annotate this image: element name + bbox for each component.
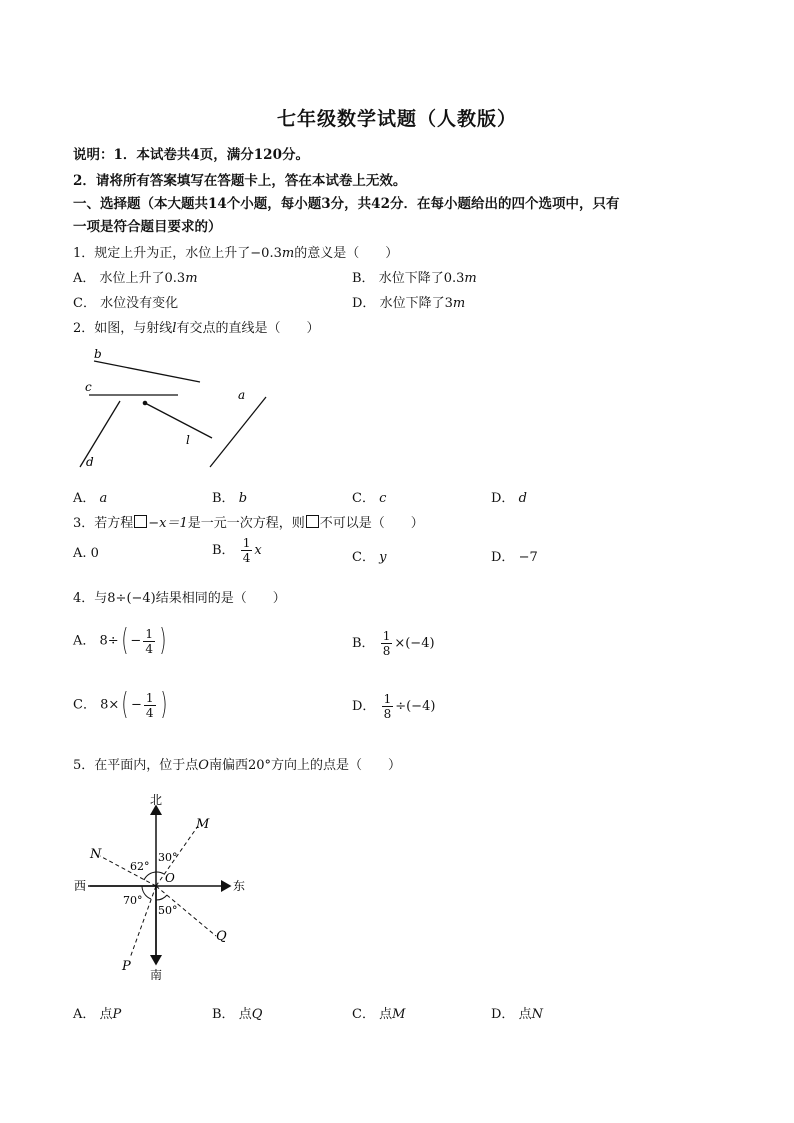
angle-label-M: 30°: [158, 851, 178, 864]
label-d: d: [86, 455, 94, 469]
q4-option-d: D． $\frac{1}{8}$ ÷(−4): [352, 692, 436, 721]
note-1: 说明：1．本试卷共4页，满分120分。: [73, 147, 309, 163]
blank-box-icon: [134, 515, 147, 528]
q4-option-a: A． 8÷( − $\frac{1}{4}$ ): [73, 623, 167, 658]
q2-option-b: B． b: [212, 491, 248, 506]
south-label: 南: [150, 968, 163, 982]
angle-label-P: 70°: [123, 894, 143, 907]
angle-label-Q: 50°: [158, 904, 178, 917]
section-heading-line-1: 一、选择题（本大题共14个小题，每小题3分，共42分．在每小题给出的四个选项中，只有: [73, 196, 620, 212]
west-label: 西: [74, 879, 87, 893]
line-b: [94, 361, 200, 382]
blank-box-icon: [306, 515, 319, 528]
q5-stem: 5．在平面内，位于点O南偏西20°方向上的点是（ ）: [73, 758, 401, 773]
label-Q: Q: [216, 929, 227, 944]
note-2: 2．请将所有答案填写在答题卡上，答在本试卷上无效。: [73, 173, 407, 189]
q4-option-b: B． $\frac{1}{8}$ ×(−4): [352, 629, 435, 658]
label-l: l: [186, 433, 190, 447]
q1-stem: 1．规定上升为正，水位上升了−0.3m的意义是（ ）: [73, 246, 399, 261]
q5-option-d: D． 点N: [491, 1007, 543, 1022]
q1-option-a: A． 水位上升了0.3m: [73, 271, 198, 286]
q5-option-c: C． 点M: [352, 1007, 406, 1022]
section-heading-line-2: 一项是符合题目要求的）: [73, 219, 222, 235]
angle-arc-M: [156, 872, 164, 874]
line-a: [210, 397, 266, 467]
label-N: N: [90, 847, 102, 862]
q5-option-a: A． 点P: [73, 1007, 122, 1022]
q2-option-a: A． a: [73, 491, 108, 506]
label-P: P: [122, 959, 131, 974]
angle-arc-P: [142, 886, 151, 899]
q2-option-d: D． d: [491, 491, 527, 506]
q2-option-c: C． c: [352, 491, 387, 506]
label-c: c: [85, 380, 92, 394]
ray-l: [145, 403, 212, 438]
q4-stem: 4．与8÷(−4)结果相同的是（ ）: [73, 591, 286, 606]
label-O: O: [165, 871, 175, 885]
q4-option-c: C． 8×( − $\frac{1}{4}$ ): [73, 687, 167, 722]
q5-compass-figure: [70, 790, 250, 985]
q3-stem: 3．若方程 −x＝1是一元一次方程，则 不可以是（ ）: [73, 516, 424, 531]
label-a: a: [238, 388, 246, 402]
q2-stem: 2．如图，与射线l有交点的直线是（ ）: [73, 321, 320, 336]
page-title: 七年级数学试题（人教版）: [276, 108, 517, 130]
angle-label-N: 62°: [130, 860, 150, 873]
angle-arc-N: [144, 872, 156, 880]
q5-option-b: B． 点Q: [212, 1007, 263, 1022]
angle-arc-Q: [156, 895, 167, 900]
label-M: M: [196, 817, 210, 832]
q3-option-b: B． $\frac{1}{4}$ x: [212, 536, 262, 565]
north-label: 北: [150, 793, 163, 807]
q1-option-c: C． 水位没有变化: [73, 296, 179, 311]
q3-option-a: A. 0: [73, 546, 99, 561]
q2-figure: [70, 345, 280, 475]
label-b: b: [94, 347, 102, 361]
q3-option-d: D． −7: [491, 550, 538, 565]
east-label: 东: [233, 879, 246, 893]
q3-option-c: C． y: [352, 550, 387, 565]
q1-option-d: D． 水位下降了3m: [352, 296, 466, 311]
q1-option-b: B． 水位下降了0.3m: [352, 271, 477, 286]
